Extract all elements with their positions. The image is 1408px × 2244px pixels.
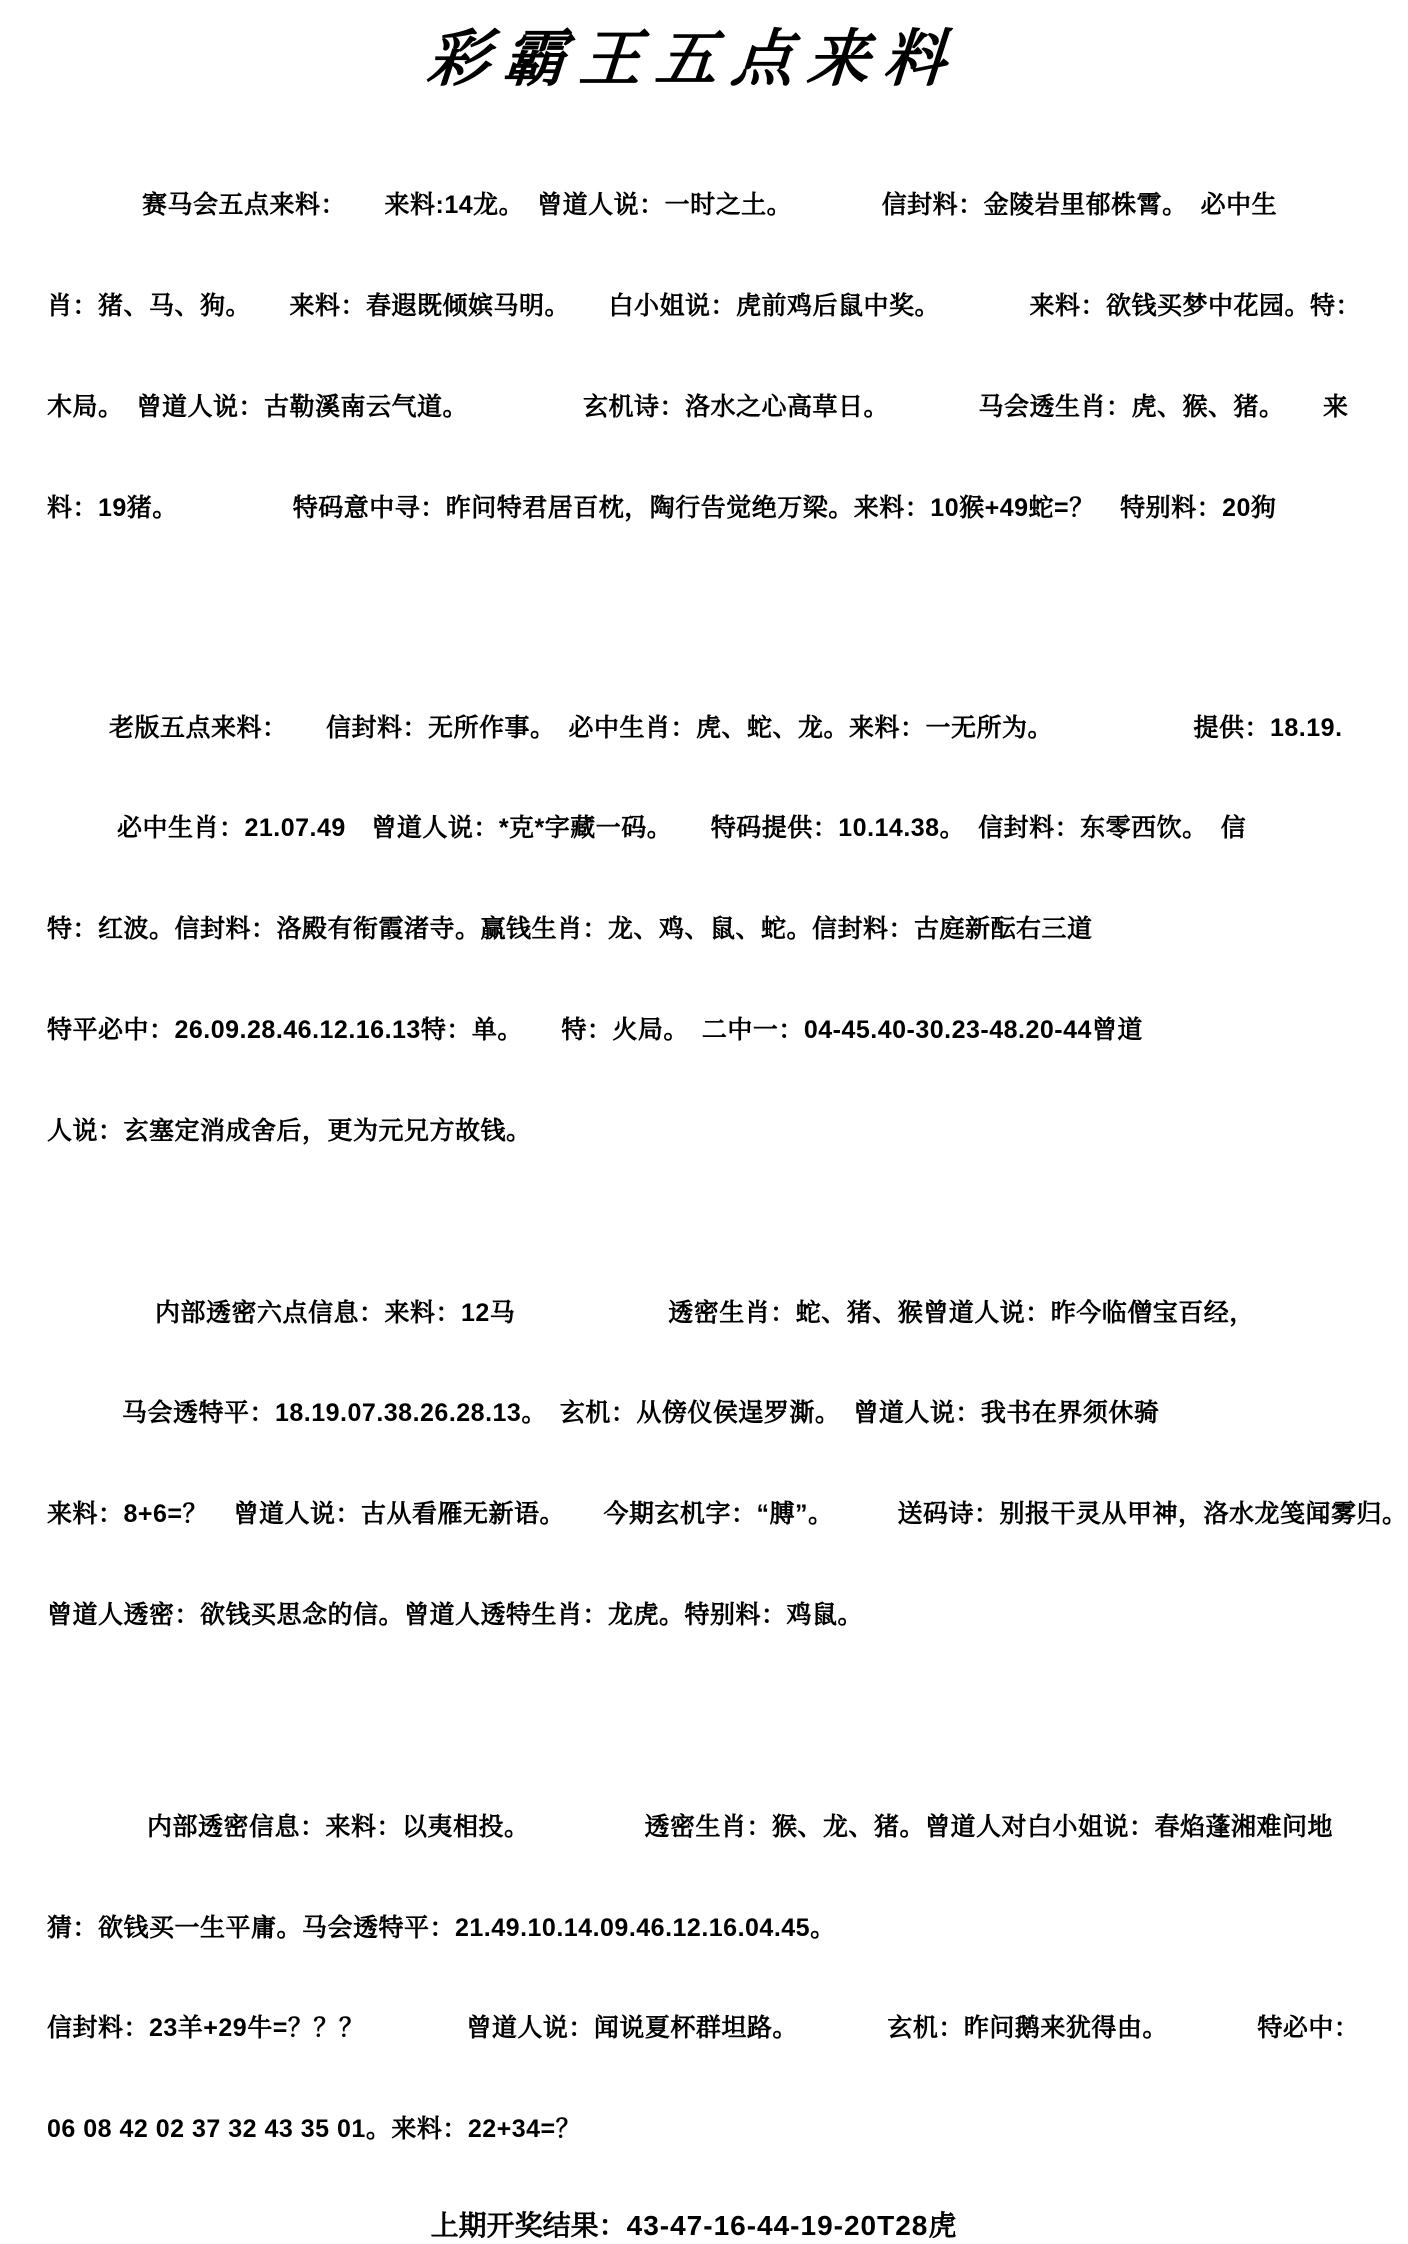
text-line: 马会透特平：18.19.07.38.26.28.13。 玄机：从傍仪侯逞罗澌。 曾道人说：我书在界须休骑: [122, 1399, 1160, 1428]
text-line: 曾道人透密：欲钱买思念的信。曾道人透特生肖：龙虎。特别料：鸡鼠。: [47, 1600, 864, 1629]
section-internal-six-points-info: [0, 1229, 1408, 1699]
text-line: 特平必中：26.09.28.46.12.16.13特：单。 特：火局。 二中一：04-45.40-30.23-48.20-44曾道: [47, 1015, 1143, 1044]
section-internal-info: [0, 1744, 1388, 2214]
text-line: 木局。 曾道人说：古勒溪南云气道。 玄机诗：洛水之心高草日。 马会透生肖：虎、猴、猪。 来: [47, 392, 1349, 421]
text-line: 老版五点来料： 信封料：无所作事。 必中生肖：虎、蛇、龙。来料：一无所为。 提供：18.19.: [109, 713, 1343, 742]
text-line: 肖：猪、马、狗。 来料：春遐既倾嫔马明。 白小姐说：虎前鸡后鼠中奖。 来料：欲钱买梦中花园。特：: [47, 291, 1362, 320]
text-line: 06 08 42 02 37 32 43 35 01。来料：22+34=？: [47, 2115, 582, 2144]
section-racecourse-five-points: [0, 122, 1388, 592]
text-line: 特：红波。信封料：洛殿有衔霞渚寺。赢钱生肖：龙、鸡、鼠、蛇。信封料：古庭新酝右三道: [47, 915, 1093, 944]
text-line: 赛马会五点来料： 来料:14龙。 曾道人说：一时之土。 信封料：金陵岩里郁株霄。 必中生: [142, 191, 1278, 220]
last-draw-result: [0, 2208, 1388, 2244]
page-title: 彩霸王五点来料: [424, 22, 962, 95]
text-line: 内部透密信息：来料：以夷相投。 透密生肖：猴、龙、猪。曾道人对白小姐说：春焰蓬湘难问地: [147, 1812, 1334, 1841]
text-line: 内部透密六点信息：来料：12马 透密生肖：蛇、猪、猴曾道人说：昨今临僧宝百经，: [155, 1298, 1255, 1327]
text-line: 信封料：23羊+29牛=？？？ 曾道人说：闻说夏杯群坦路。 玄机：昨问鹅来犹得由。 特必中：: [47, 2014, 1360, 2043]
text-line: 人说：玄塞定消成舍后，更为元兄方故钱。: [47, 1116, 532, 1145]
last-draw-label: 上期开奖结果：: [430, 2210, 627, 2242]
section-old-version-five-points: [0, 644, 1388, 1215]
text-line: 料：19猪。 特码意中寻：昨问特君居百枕，陶行告觉绝万梁。来料：10猴+49蛇=？ 特别料：20狗: [47, 493, 1277, 522]
last-draw-numbers: 43-47-16-44-19-20T28虎: [626, 2210, 958, 2242]
text-line: 来料：8+6=？ 曾道人说：古从看雁无新语。 今期玄机字：“膊”。 送码诗：别报干灵从甲神，洛水龙笺闻雾归。: [47, 1500, 1408, 1529]
text-line: 必中生肖：21.07.49 曾道人说：*克*字藏一码。 特码提供：10.14.38。 信封料：东零西饮。 信: [117, 814, 1247, 843]
text-line: 猜：欲钱买一生平庸。马会透特平：21.49.10.14.09.46.12.16.04.45。: [47, 1913, 836, 1942]
